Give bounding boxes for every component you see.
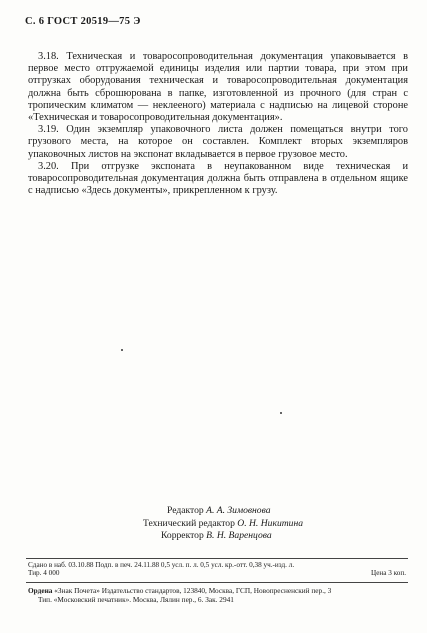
tech-editor-label: Технический редактор: [143, 517, 235, 529]
editor-label: Редактор: [167, 505, 204, 516]
editor-name: А. А. Зимовнова: [206, 505, 271, 516]
imprint-line-2: [28, 569, 406, 577]
publisher-footer: [28, 586, 408, 604]
footer-line-1: [28, 586, 408, 595]
footer-publisher: «Знак Почета» Издательство стандартов, 123840, Москва, ГСП, Новопресненский пер., 3: [52, 586, 332, 595]
page-header: С. 6 ГОСТ 20519—75 Э: [25, 16, 141, 27]
tech-editor-name: О. Н. Никитина: [237, 517, 304, 529]
price: Цена 3 коп.: [371, 569, 406, 578]
paragraph-3-20: 3.20. При отгрузке экспоната в неупакованном виде техническая и товаросопроводительная документация должна быть отправлена в отдельном ящике с надписью «Здесь документы», прикрепленном к грузу.: [28, 160, 408, 197]
imprint-line-1: Сдано в наб. 03.10.88 Подп. в печ. 24.11.88 0,5 усл. п. л. 0,5 усл. кр.-отт. 0,38 уч.-изд. л.: [28, 561, 295, 569]
print-speck: [121, 349, 123, 351]
proofreader-line: [143, 530, 303, 543]
credits-block: [143, 505, 303, 543]
editor-line: [143, 505, 303, 518]
print-run: Тир. 4 000: [28, 569, 60, 578]
proofreader-name: В. Н. Варенцова: [206, 530, 272, 541]
paragraph-3-19: 3.19. Один экземпляр упаковочного листа должен помещаться внутри того грузового места, на которое он составлен. Комплект вторых экземпляров упаковочных листов на экспонат вкладывается в первое грузовое место.: [28, 124, 408, 160]
imprint-block: [28, 561, 406, 578]
paragraph-3-18: 3.18. Техническая и товаросопроводительная документация упаковывается в первое место отгружаемой единицы изделия или партии товара, при этом при отгрузках оборудования техническая и товаросопроводительная документация должна быть сброшюрована в папке, изготовленной из прочного (для стран с тропическим климатом — неклееного) материала с надписью на лицевой стороне «Техническая и товаросопроводительная документация».: [28, 51, 408, 124]
print-speck: [280, 412, 282, 414]
footer-order-word: Ордена: [28, 586, 53, 595]
proofreader-label: Корректор: [161, 530, 204, 541]
footer-top-rule: [26, 582, 408, 583]
imprint-top-rule: [26, 558, 408, 559]
document-body: [28, 51, 408, 197]
footer-line-2: Тип. «Московский печатник». Москва, Лялин пер., 6. Зак. 2941: [38, 595, 234, 604]
tech-editor-line: [143, 518, 303, 531]
